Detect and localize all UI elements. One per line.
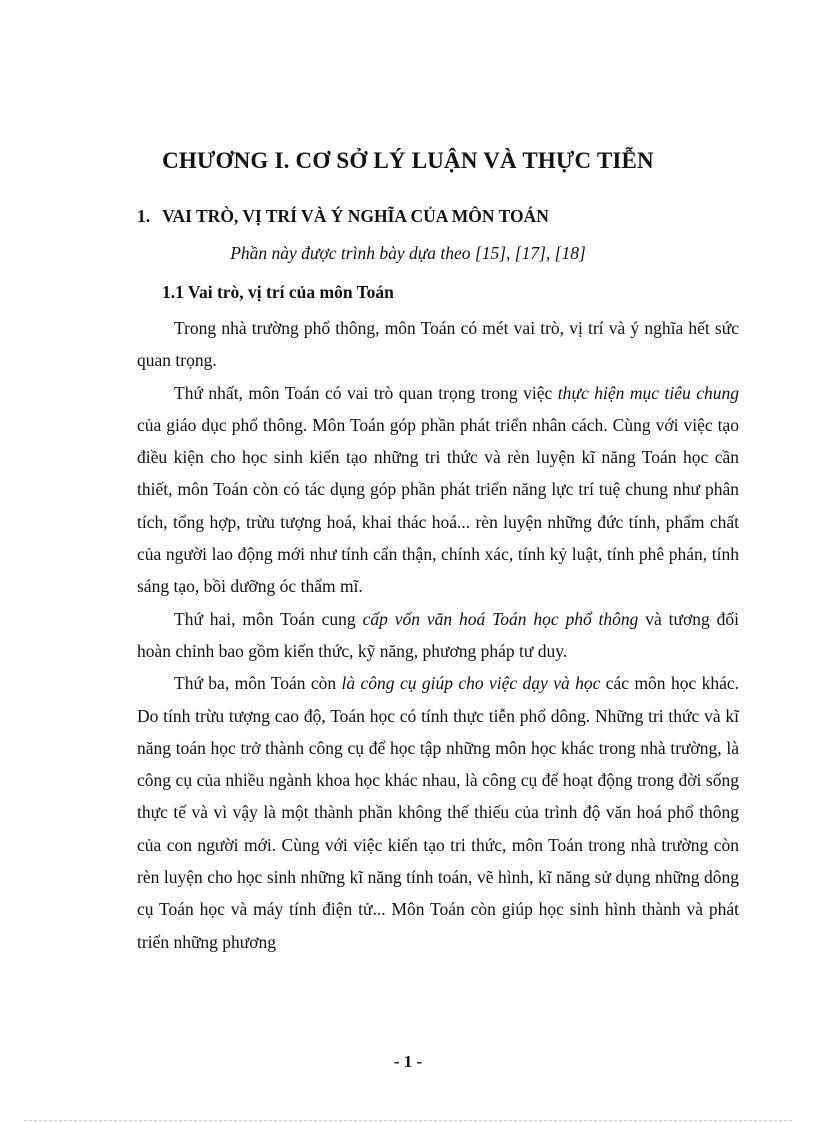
paragraph-text: Thứ ba, môn Toán còn bbox=[174, 673, 342, 694]
paragraph-text: Thứ hai, môn Toán cung bbox=[174, 608, 363, 629]
emphasis-text: là công cụ giúp cho việc dạy và học bbox=[341, 673, 601, 694]
paragraph bbox=[137, 667, 739, 958]
paragraph bbox=[137, 603, 739, 668]
section-heading bbox=[137, 206, 549, 227]
section-number: 1. bbox=[137, 206, 151, 226]
paragraph-text: và tương đối hoàn chỉnh bao gồm kiến thức, kỹ năng, phương pháp tư duy. bbox=[137, 608, 740, 661]
subsection-heading: 1.1 Vai trò, vị trí của môn Toán bbox=[162, 282, 394, 302]
paragraph-text: của giáo dục phổ thông. Môn Toán góp phần phát triển nhân cách. Cùng với việc tạo điều kiện cho học sinh kiến tạo những tri thức và rèn luyện kĩ năng Toán học cần thiết, môn Toán còn có tác dụng góp phần phát triển năng lực trí tuệ chung như phân tích, tổng hợp, trừu tượng hoá, khai thác hoá... rèn luyện những đức tính, phẩm chất của người lao động mới như tính cẩn thận, chính xác, tính kỷ luật, tính phê phán, tính sáng tạo, bồi dưỡng óc thẩm mĩ. bbox=[137, 414, 739, 597]
emphasis-text: thực hiện mục tiêu chung bbox=[557, 382, 739, 403]
paragraph bbox=[137, 377, 739, 603]
page-number: - 1 - bbox=[393, 1052, 423, 1071]
emphasis-text: cấp vốn văn hoá Toán học phổ thông bbox=[362, 608, 639, 629]
chapter-title: CHƯƠNG I. CƠ SỞ LÝ LUẬN VÀ THỰC TIỄN bbox=[162, 148, 654, 173]
paragraph-text: các môn học khác. Do tính trừu tượng cao độ, Toán học có tính thực tiễn phổ dông. Những tri thức và kĩ năng toán học trở thành công cụ để học tập những môn học khác trong nhà trường, là công cụ của nhiều ngành khoa học khác nhau, là công cụ để hoạt động trong đời sống thực tế và vì vậy là một thành phần không thể thiếu của trình độ văn hoá phổ thông của con người mới. Cùng với việc kiến tạo tri thức, môn Toán trong nhà trường còn rèn luyện cho học sinh những kĩ năng tính toán, vẽ hình, kĩ năng sử dụng những dông cụ Toán học và máy tính điện tử... Môn Toán còn giúp học sinh hình thành và phát triển những phương bbox=[137, 673, 740, 952]
section-source-note: Phần này được trình bày dựa theo [15], [17], [18] bbox=[230, 243, 586, 263]
section-title: VAI TRÒ, VỊ TRÍ VÀ Ý NGHĨA CỦA MÔN TOÁN bbox=[162, 206, 549, 226]
paragraph-text: Thứ nhất, môn Toán có vai trò quan trọng trong việc bbox=[174, 382, 558, 403]
body-text bbox=[137, 312, 739, 958]
paragraph bbox=[137, 312, 739, 377]
paragraph-text: Trong nhà trường phổ thông, môn Toán có mét vai trò, vị trí và ý nghĩa hết sức quan trọng. bbox=[137, 318, 739, 371]
page-bottom-border bbox=[24, 1120, 792, 1121]
